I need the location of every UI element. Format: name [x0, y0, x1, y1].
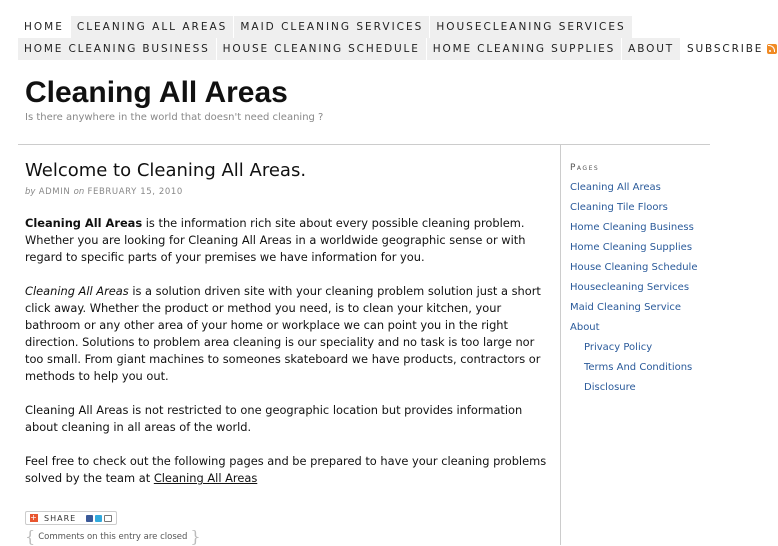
right-brace-icon: }	[190, 527, 201, 546]
share-button[interactable]	[25, 511, 117, 525]
left-brace-icon: {	[25, 527, 36, 546]
post	[25, 160, 547, 546]
sidebar-link-home-cleaning-supplies[interactable]: Home Cleaning Supplies	[570, 242, 693, 253]
cleaning-all-areas-link[interactable]: Cleaning All Areas	[153, 471, 258, 485]
byline-on: on	[73, 187, 85, 197]
subscribe-label: SUBSCRIBE	[687, 43, 764, 55]
p2-italic: Cleaning All Areas	[25, 284, 129, 298]
nav-item-cleaning-all-areas[interactable]: CLEANING ALL AREAS	[71, 16, 234, 38]
sidebar-link-cleaning-tile-floors[interactable]: Cleaning Tile Floors	[570, 202, 668, 213]
post-paragraph-3: Cleaning All Areas is not restricted to one geographic location but provides information about cleaning in all areas of the world.	[25, 403, 523, 434]
byline-by: by	[25, 187, 36, 197]
sidebar-heading-pages: Pages	[570, 163, 600, 173]
sidebar-link-maid-cleaning-service[interactable]: Maid Cleaning Service	[570, 302, 682, 313]
p1-bold: Cleaning All Areas	[25, 216, 143, 230]
share-label: SHARE	[44, 513, 77, 523]
post-paragraph-2	[25, 283, 547, 385]
nav-item-housecleaning-services[interactable]: HOUSECLEANING SERVICES	[430, 16, 632, 38]
nav-item-house-cleaning-schedule[interactable]: HOUSE CLEANING SCHEDULE	[217, 38, 427, 60]
p1-text: is the information rich site about every possible cleaning problem. Whether you are looking for Cleaning All Areas in a worldwide geographic sense or with regard to specific parts of your premises we have information for you.	[25, 216, 526, 264]
post-title[interactable]: Welcome to Cleaning All Areas.	[25, 160, 307, 181]
p2-text: is a solution driven site with your cleaning problem solution just a short click away. Whether the product or method you need, is to clean your kitchen, your bathroom or any other area of your home or workplace we can point you in the right direction. Solutions to problem area cleaning is our speciality and no task is too large nor too small. From giant machines to someones skateboard we have products, contractors or methods to help you out.	[25, 284, 541, 383]
comments-closed-text: Comments on this entry are closed	[38, 531, 188, 542]
nav-item-subscribe[interactable]	[681, 38, 778, 60]
sidebar-link-house-cleaning-schedule[interactable]: House Cleaning Schedule	[570, 262, 698, 273]
nav-item-home-cleaning-supplies[interactable]: HOME CLEANING SUPPLIES	[427, 38, 622, 60]
sidebar-divider	[560, 144, 561, 545]
share-bar	[25, 505, 547, 525]
p4-text: Feel free to check out the following pages and be prepared to have your cleaning problems solved by the team at	[25, 454, 547, 485]
sidebar-link-home-cleaning-business[interactable]: Home Cleaning Business	[570, 222, 694, 233]
sidebar-link-disclosure[interactable]: Disclosure	[584, 382, 636, 393]
sidebar	[570, 163, 720, 401]
nav-row-2	[18, 38, 764, 60]
sidebar-link-cleaning-all-areas[interactable]: Cleaning All Areas	[570, 182, 661, 193]
sidebar-link-housecleaning-services[interactable]: Housecleaning Services	[570, 282, 690, 293]
nav-item-about[interactable]: ABOUT	[622, 38, 681, 60]
sidebar-link-privacy-policy[interactable]: Privacy Policy	[584, 342, 653, 353]
post-date: FEBRUARY 15, 2010	[87, 187, 183, 197]
facebook-icon	[86, 515, 93, 522]
site-tagline: Is there anywhere in the world that doesn't need cleaning ?	[25, 112, 324, 123]
rss-icon	[767, 44, 777, 54]
nav-item-maid-cleaning-services[interactable]: MAID CLEANING SERVICES	[234, 16, 430, 38]
post-paragraph-1	[25, 215, 547, 266]
post-byline	[25, 187, 547, 197]
header-divider	[18, 144, 710, 145]
sidebar-link-terms-and-conditions[interactable]: Terms And Conditions	[584, 362, 693, 373]
email-icon	[104, 515, 112, 522]
comments-status	[25, 527, 547, 546]
site-title[interactable]: Cleaning All Areas	[25, 76, 288, 109]
nav-row-1	[18, 16, 710, 38]
nav-item-home-cleaning-business[interactable]: HOME CLEANING BUSINESS	[18, 38, 217, 60]
twitter-icon	[95, 515, 102, 522]
main-nav	[18, 16, 764, 60]
sidebar-link-about[interactable]: About	[570, 322, 600, 333]
post-paragraph-4	[25, 453, 547, 487]
nav-item-home[interactable]: HOME	[18, 16, 71, 38]
plus-icon: +	[30, 513, 38, 522]
post-author[interactable]: ADMIN	[38, 187, 71, 197]
